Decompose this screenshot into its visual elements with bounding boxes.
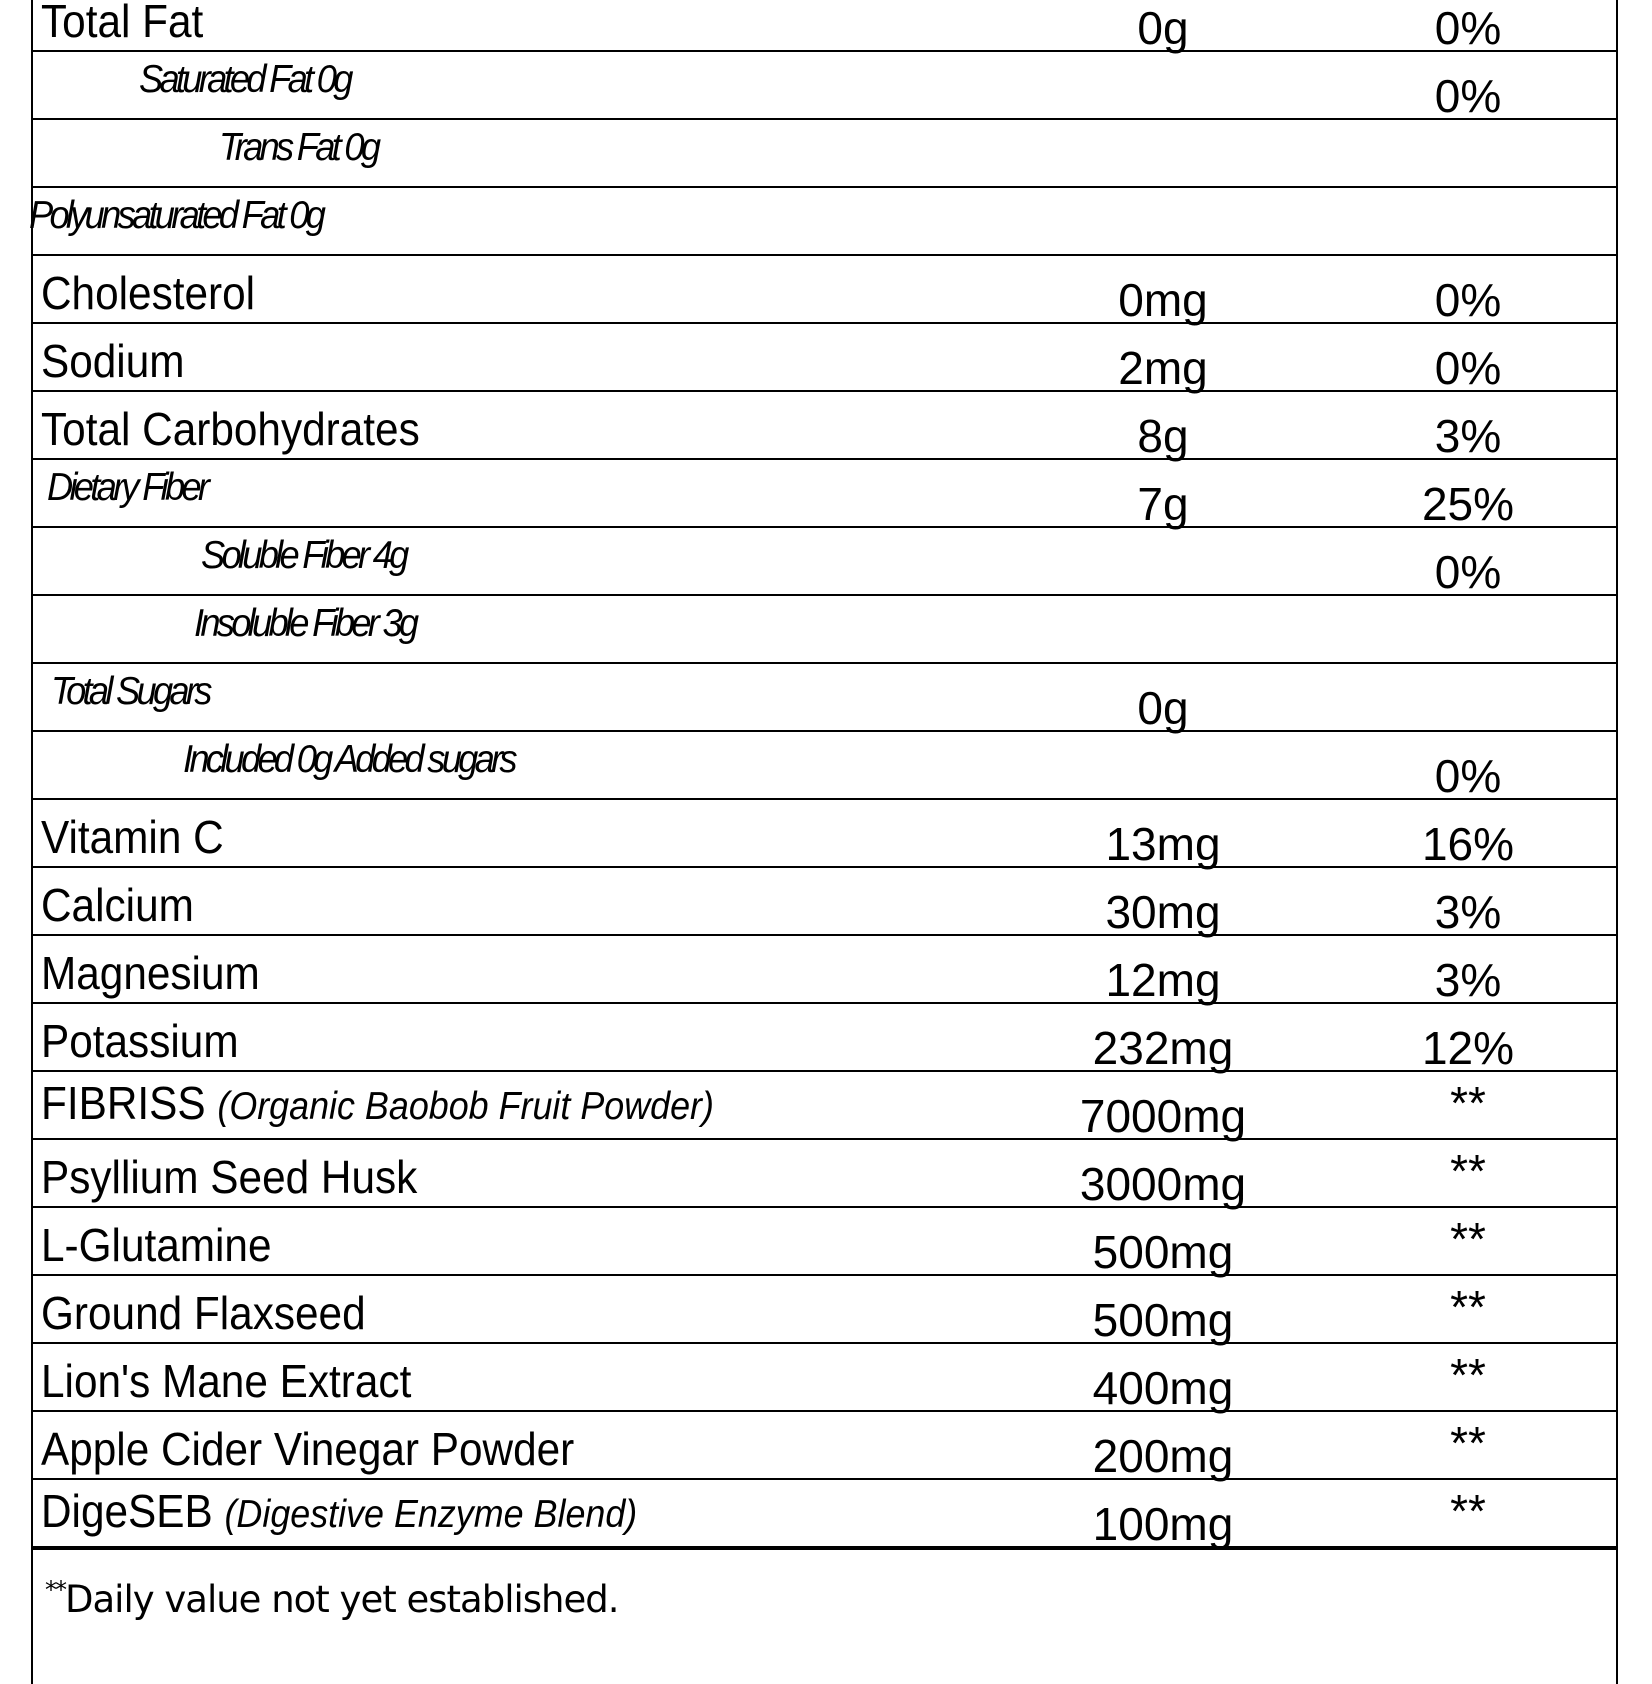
nutrient-daily-value: 0% — [1434, 2, 1502, 54]
ingredient-daily-value: ** — [1450, 1077, 1486, 1129]
nutrition-facts-table — [31, 0, 1618, 1684]
nutrient-name: Total Fat — [41, 0, 204, 47]
footnote-text: Daily value not yet established. — [65, 1578, 619, 1621]
footnote-marker: ** — [45, 1576, 65, 1604]
ingredient-name-main: FIBRISS — [41, 1077, 206, 1129]
ingredient-name: Ground Flaxseed — [41, 1287, 366, 1339]
ingredient-daily-value: ** — [1450, 1281, 1486, 1333]
ingredient-daily-value: ** — [1450, 1349, 1486, 1401]
table-row-vitamin-c — [33, 800, 1616, 868]
nutrient-name: Cholesterol — [41, 267, 256, 319]
nutrient-amount: 12mg — [1105, 954, 1221, 1006]
nutrient-daily-value: 25% — [1421, 478, 1515, 530]
ingredient-name-detail: (Organic Baobob Fruit Powder) — [217, 1085, 714, 1128]
nutrient-amount: 232mg — [1092, 1022, 1234, 1074]
ingredient-name: Lion's Mane Extract — [41, 1355, 412, 1407]
footnote — [45, 1576, 619, 1621]
nutrient-daily-value: 0% — [1434, 342, 1502, 394]
table-row-ground-flaxseed — [33, 1276, 1616, 1344]
nutrient-sub-name: Included 0g Added sugars — [183, 738, 514, 781]
ingredient-name-main: DigeSEB — [41, 1485, 213, 1537]
nutrient-amount: 8g — [1137, 410, 1189, 462]
nutrient-name: Sodium — [41, 335, 185, 387]
table-row-cholesterol — [33, 256, 1616, 324]
table-row-magnesium — [33, 936, 1616, 1004]
nutrient-amount: 0g — [1137, 682, 1189, 734]
ingredient-daily-value: ** — [1450, 1485, 1486, 1537]
table-row-total-fat — [33, 0, 1616, 52]
table-row-insoluble-fiber — [33, 596, 1616, 664]
ingredient-amount: 100mg — [1092, 1498, 1234, 1550]
ingredient-amount: 7000mg — [1079, 1090, 1247, 1142]
ingredient-amount: 200mg — [1092, 1430, 1234, 1482]
table-row-dietary-fiber — [33, 460, 1616, 528]
nutrient-sub-name: Soluble Fiber 4g — [201, 534, 406, 577]
table-row-total-sugars — [33, 664, 1616, 732]
table-row-trans-fat — [33, 120, 1616, 188]
table-row-polyunsaturated-fat — [29, 188, 1616, 256]
nutrient-sub-name: Saturated Fat 0g — [139, 58, 350, 101]
table-row-digeseb — [33, 1480, 1616, 1550]
table-row-apple-cider-vinegar-powder — [33, 1412, 1616, 1480]
footnote-divider — [33, 1546, 1616, 1550]
nutrient-amount: 0mg — [1118, 274, 1208, 326]
table-row-psyllium-seed-husk — [33, 1140, 1616, 1208]
table-row-potassium — [33, 1004, 1616, 1072]
ingredient-amount: 3000mg — [1079, 1158, 1247, 1210]
table-row-sodium — [33, 324, 1616, 392]
ingredient-name: Psyllium Seed Husk — [41, 1151, 418, 1203]
ingredient-name: L-Glutamine — [41, 1219, 272, 1271]
table-row-calcium — [33, 868, 1616, 936]
nutrient-amount: 30mg — [1105, 886, 1221, 938]
table-row-fibriss — [33, 1072, 1616, 1140]
ingredient-name: Apple Cider Vinegar Powder — [41, 1423, 575, 1475]
nutrient-amount: 2mg — [1118, 342, 1208, 394]
nutrient-name: Total Carbohydrates — [41, 403, 420, 455]
nutrient-name: Potassium — [41, 1015, 239, 1067]
ingredient-name — [41, 1478, 637, 1544]
nutrient-name: Calcium — [41, 879, 194, 931]
nutrient-daily-value: 0% — [1434, 750, 1502, 802]
ingredient-name — [41, 1070, 714, 1136]
ingredient-daily-value: ** — [1450, 1145, 1486, 1197]
ingredient-daily-value: ** — [1450, 1417, 1486, 1469]
nutrient-daily-value: 0% — [1434, 274, 1502, 326]
table-row-lions-mane-extract — [33, 1344, 1616, 1412]
nutrient-daily-value: 12% — [1421, 1022, 1515, 1074]
ingredient-name-detail: (Digestive Enzyme Blend) — [224, 1493, 638, 1536]
table-row-saturated-fat — [33, 52, 1616, 120]
nutrient-amount: 7g — [1137, 478, 1189, 530]
nutrient-daily-value: 0% — [1434, 546, 1502, 598]
nutrient-daily-value: 0% — [1434, 70, 1502, 122]
nutrient-daily-value: 3% — [1434, 410, 1502, 462]
nutrient-sub-name: Insoluble Fiber 3g — [194, 602, 416, 645]
ingredient-daily-value: ** — [1450, 1213, 1486, 1265]
nutrient-sub-name: Total Sugars — [51, 670, 209, 713]
ingredient-amount: 500mg — [1092, 1226, 1234, 1278]
table-row-total-carbohydrates — [33, 392, 1616, 460]
table-row-soluble-fiber — [33, 528, 1616, 596]
ingredient-amount: 400mg — [1092, 1362, 1234, 1414]
nutrient-daily-value: 3% — [1434, 886, 1502, 938]
table-row-added-sugars — [33, 732, 1616, 800]
nutrient-amount: 13mg — [1105, 818, 1221, 870]
nutrient-amount: 0g — [1137, 2, 1189, 54]
nutrient-name: Vitamin C — [41, 811, 224, 863]
nutrient-sub-name: Polyunsaturated Fat 0g — [29, 194, 323, 237]
table-row-l-glutamine — [33, 1208, 1616, 1276]
nutrient-name: Magnesium — [41, 947, 260, 999]
nutrient-daily-value: 16% — [1421, 818, 1515, 870]
nutrient-sub-name: Dietary Fiber — [47, 466, 207, 509]
ingredient-amount: 500mg — [1092, 1294, 1234, 1346]
nutrient-daily-value: 3% — [1434, 954, 1502, 1006]
nutrient-sub-name: Trans Fat 0g — [219, 126, 378, 169]
